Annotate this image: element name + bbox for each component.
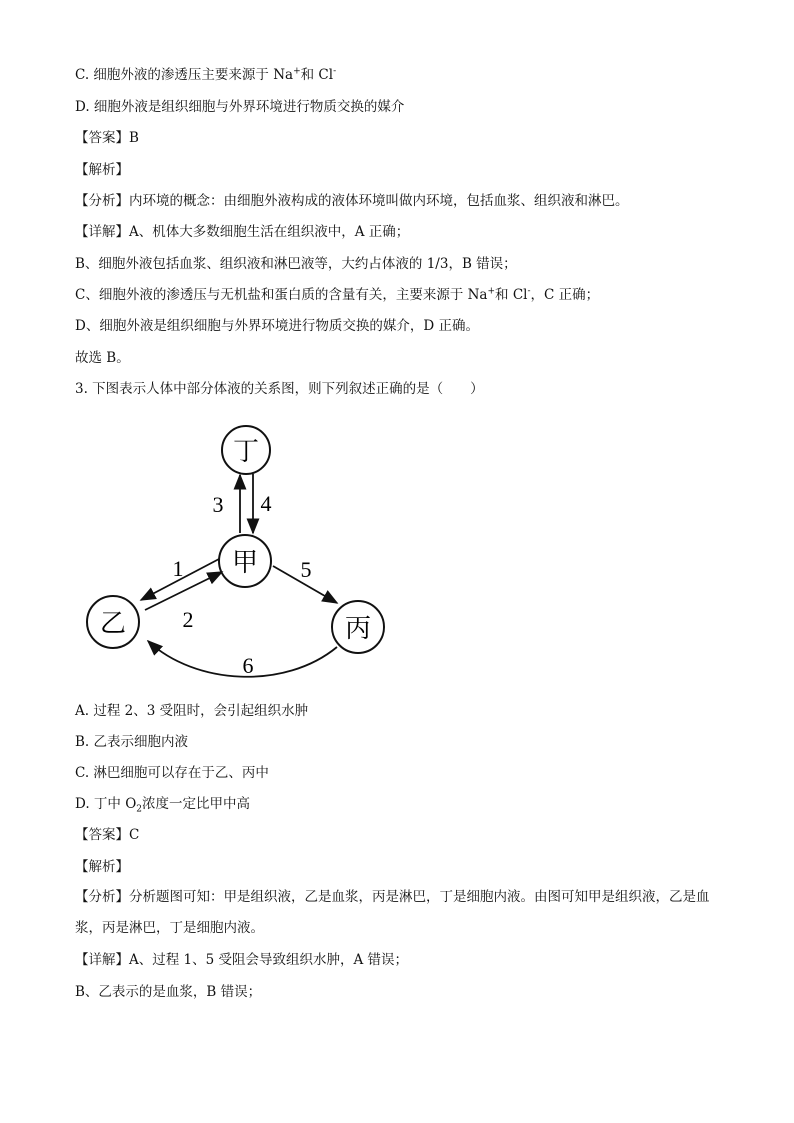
label-1: 1 (172, 556, 184, 581)
detail-d: D、细胞外液是组织细胞与外界环境进行物质交换的媒介，D 正确。 (75, 318, 479, 334)
answer-label: 【答案】B (75, 130, 139, 146)
analysis-label: 【解析】 (75, 162, 129, 178)
analysis-text-2: 【分析】分析题图可知：甲是组织液，乙是血浆，丙是淋巴，丁是细胞内液。由图可知甲是组织液，乙是血浆，丙是淋巴，丁是细胞内液。 (75, 889, 710, 936)
label-6: 6 (242, 653, 254, 678)
detail-b: B、细胞外液包括血浆、组织液和淋巴液等，大约占体液的 1/3，B 错误； (75, 256, 517, 272)
label-2: 2 (182, 607, 194, 632)
detail-a-2: 【详解】A、过程 1、5 受阻会导致组织水肿，A 错误； (75, 952, 409, 968)
analysis-label-2: 【解析】 (75, 859, 129, 875)
detail-a: 【详解】A、机体大多数细胞生活在组织液中，A 正确； (75, 224, 410, 240)
node-yi-label: 乙 (99, 609, 127, 639)
node-jia-label: 甲 (231, 548, 259, 578)
option-d: D. 丁中 $O_2$浓度一定比甲中高 (75, 796, 251, 815)
option-c: C. 淋巴细胞可以存在于乙、丙中 (75, 765, 269, 781)
node-bing-label: 丙 (344, 614, 372, 644)
node-ding-label: 丁 (232, 437, 260, 467)
line-option-c: C. 细胞外液的渗透压主要来源于 Na+和 Cl- (75, 66, 337, 83)
detail-c: C、细胞外液的渗透压与无机盐和蛋白质的含量有关，主要来源于 Na+和 Cl-，C 正确； (75, 286, 600, 303)
label-4: 4 (260, 491, 272, 516)
body-fluid-diagram (75, 415, 395, 685)
option-b: B. 乙表示细胞内液 (75, 734, 189, 750)
answer-label-2: 【答案】C (75, 827, 140, 843)
detail-b-2: B、乙表示的是血浆，B 错误； (75, 984, 262, 1000)
analysis-text: 【分析】内环境的概念：由细胞外液构成的液体环境叫做内环境，包括血浆、组织液和淋巴。 (75, 193, 629, 209)
conclusion: 故选 B。 (75, 350, 130, 366)
label-3: 3 (212, 492, 224, 517)
option-a: A. 过程 2、3 受阻时，会引起组织水肿 (75, 703, 309, 719)
line-option-d: D. 细胞外液是组织细胞与外界环境进行物质交换的媒介 (75, 99, 405, 115)
label-5: 5 (300, 557, 312, 582)
question-3: 3. 下图表示人体中部分体液的关系图，则下列叙述正确的是（ ） (75, 381, 484, 397)
